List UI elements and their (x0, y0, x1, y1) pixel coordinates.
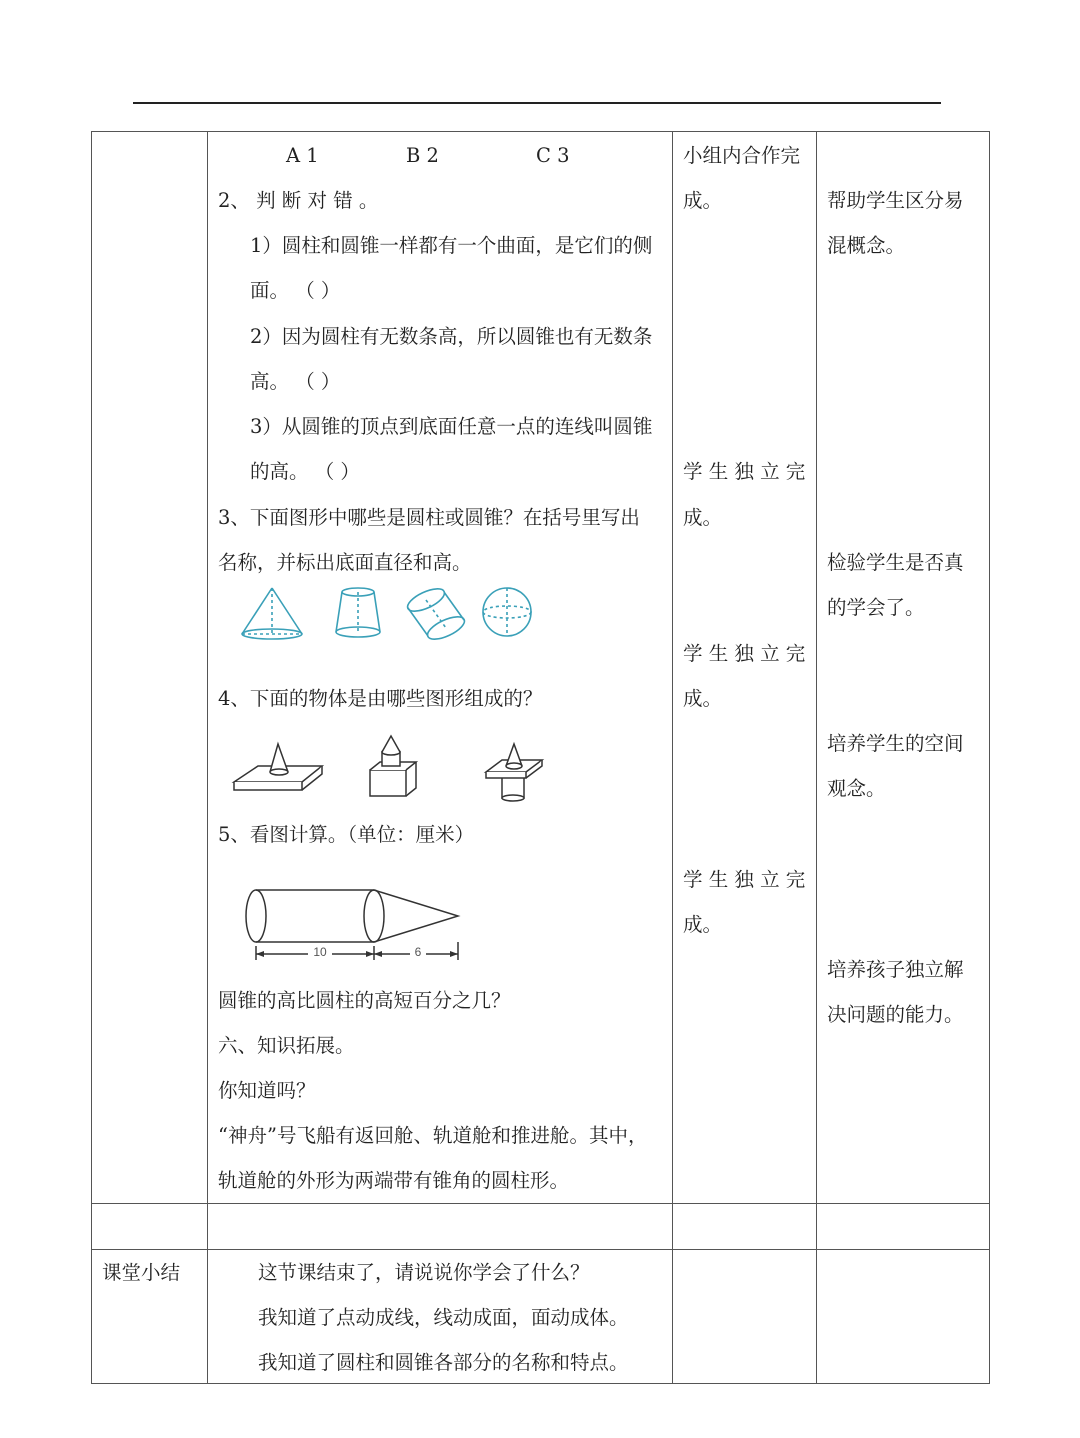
option-c: C 3 (536, 144, 570, 167)
q2-title: 2、 判 断 对 错 。 (218, 189, 379, 212)
summary-line-2: 我知道了点动成线，线动成面，面动成体。 (258, 1306, 629, 1329)
summary-row (92, 1250, 990, 1384)
design-intent-4-cont: 决问题的能力。 (827, 1003, 964, 1026)
section6-text-2: 轨道舱的外形为两端带有锥角的圆柱形。 (218, 1169, 570, 1192)
design-intent-1: 帮助学生区分易 (827, 189, 964, 212)
empty-cell (817, 1204, 990, 1250)
main-row (92, 132, 990, 1204)
q3-solids-figure (236, 584, 536, 644)
empty-cell (673, 1250, 817, 1384)
summary-label: 课堂小结 (102, 1261, 181, 1284)
option-a: A 1 (286, 144, 319, 167)
empty-cell (817, 1250, 990, 1384)
empty-cell (92, 1204, 208, 1250)
q5-cylinder-cone-figure (238, 880, 478, 975)
lesson-plan-table (91, 131, 990, 1384)
student-activity-2-cont: 成。 (683, 506, 723, 529)
q2-item-1-cont: 面。 （ ） (250, 279, 341, 302)
q3-line-2: 名称，并标出底面直径和高。 (218, 551, 472, 574)
student-activity-4: 学 生 独 立 完 (683, 868, 806, 891)
summary-line-3: 我知道了圆柱和圆锥各部分的名称和特点。 (258, 1351, 629, 1374)
design-intent-4: 培养孩子独立解 (827, 958, 964, 981)
summary-content-cell (208, 1250, 673, 1384)
empty-cell (208, 1204, 673, 1250)
section6-question: 你知道吗？ (218, 1079, 316, 1102)
q1-options (286, 146, 586, 168)
student-activity-cell (673, 132, 817, 1204)
design-intent-2-cont: 的学会了。 (827, 596, 925, 619)
cone-on-slab-object (234, 744, 322, 790)
q2-item-2: 2）因为圆柱有无数条高，所以圆锥也有无数条 (250, 325, 653, 348)
design-intent-cell (817, 132, 990, 1204)
sphere-shape (483, 588, 531, 636)
design-intent-3: 培养学生的空间 (827, 732, 964, 755)
label-cone-length: 6 (414, 945, 422, 959)
student-activity-1-cont: 成。 (683, 189, 723, 212)
summary-label-cell (92, 1250, 208, 1384)
student-activity-2: 学 生 独 立 完 (683, 460, 806, 483)
student-activity-4-cont: 成。 (683, 913, 723, 936)
section6-title: 六、知识拓展。 (218, 1034, 355, 1057)
tilted-cylinder-shape (404, 584, 467, 643)
q4-title: 4、下面的物体是由哪些图形组成的？ (218, 687, 543, 710)
option-b: B 2 (406, 144, 439, 167)
empty-row (92, 1204, 990, 1250)
empty-cell (673, 1204, 817, 1250)
q2-item-3-cont: 的高。 （ ） (250, 460, 360, 483)
q4-objects-figure (230, 730, 550, 802)
design-intent-1-cont: 混概念。 (827, 234, 906, 257)
q2-item-3: 3）从圆锥的顶点到底面任意一点的连线叫圆锥 (250, 415, 653, 438)
q2-item-1: 1）圆柱和圆锥一样都有一个曲面，是它们的侧 (250, 234, 653, 257)
student-activity-3: 学 生 独 立 完 (683, 642, 806, 665)
practice-content-cell (208, 132, 673, 1204)
frustum-shape (336, 588, 380, 637)
design-intent-3-cont: 观念。 (827, 777, 886, 800)
cone-on-cube-object (370, 736, 416, 796)
q5-title: 5、看图计算。（单位：厘米） (218, 823, 475, 846)
summary-line-1: 这节课结束了，请说说你学会了什么？ (258, 1261, 590, 1284)
q3-line-1: 3、下面图形中哪些是圆柱或圆锥？在括号里写出 (218, 506, 640, 529)
cone-shape (242, 588, 302, 639)
label-cylinder-length: 10 (313, 945, 327, 959)
q5-question: 圆锥的高比圆柱的高短百分之几？ (218, 989, 511, 1012)
student-activity-1: 小组内合作完 (683, 144, 801, 167)
design-intent-2: 检验学生是否真 (827, 551, 964, 574)
section-label-cell (92, 132, 208, 1204)
header-rule (133, 102, 941, 104)
student-activity-3-cont: 成。 (683, 687, 723, 710)
q2-item-2-cont: 高。 （ ） (250, 370, 341, 393)
section6-text-1: “神舟”号飞船有返回舱、轨道舱和推进舱。其中， (218, 1124, 648, 1147)
cone-slab-cylinder-object (486, 744, 542, 801)
